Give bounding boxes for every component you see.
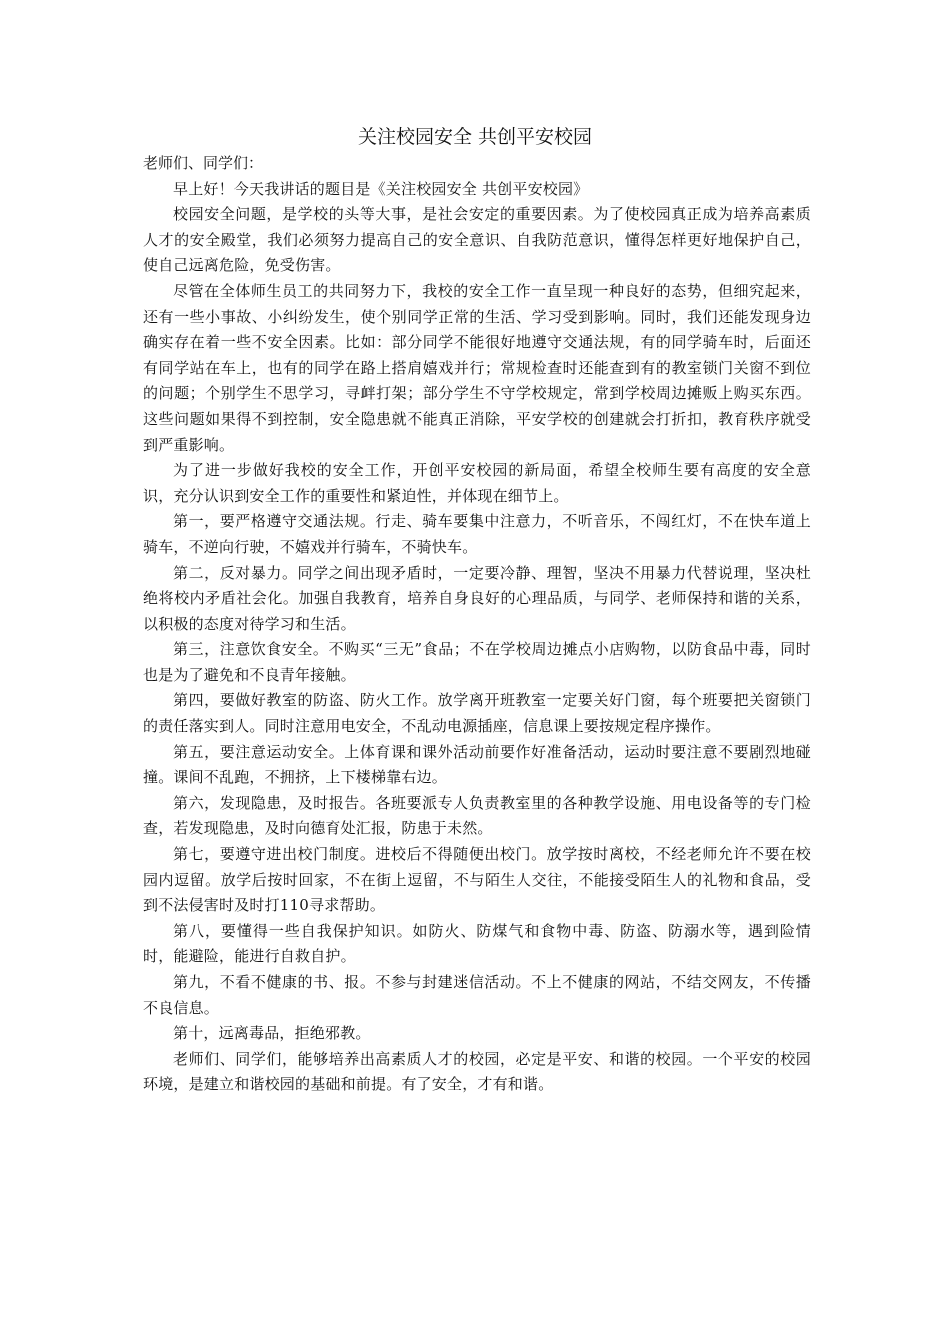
paragraph-importance: 校园安全问题，是学校的头等大事，是社会安定的重要因素。为了使校园真正成为培养高素质人才的安全殿堂，我们必须努力提高自己的安全意识、自我防范意识，懂得怎样更好地保护自己，使自己远离危险，免受伤害。 xyxy=(143,205,811,275)
document-page xyxy=(143,123,811,1098)
paragraph-rule-3: 第三，注意饮食安全。不购买“三无”食品；不在学校周边摊点小店购物，以防食品中毒，同时也是为了避免和不良青年接触。 xyxy=(143,640,811,684)
paragraph-call-to-action: 为了进一步做好我校的安全工作，开创平安校园的新局面，希望全校师生要有高度的安全意识，充分认识到安全工作的重要性和紧迫性，并体现在细节上。 xyxy=(143,461,811,505)
paragraph-rule-7: 第七，要遵守进出校门制度。进校后不得随便出校门。放学按时离校，不经老师允许不要在校园内逗留。放学后按时回家，不在街上逗留，不与陌生人交往，不能接受陌生人的礼物和食品，受到不法侵害时及时打110寻求帮助。 xyxy=(143,845,811,915)
document-title: 关注校园安全 共创平安校园 xyxy=(357,126,593,148)
paragraph-rule-9: 第九，不看不健康的书、报。不参与封建迷信活动。不上不健康的网站，不结交网友，不传播不良信息。 xyxy=(143,973,811,1017)
salutation: 老师们、同学们： xyxy=(143,154,264,172)
paragraph-current-issues: 尽管在全体师生员工的共同努力下，我校的安全工作一直呈现一种良好的态势，但细究起来，还有一些小事故、小纠纷发生，使个别同学正常的生活、学习受到影响。同时，我们还能发现身边确实存在着一些不安全因素。比如：部分同学不能很好地遵守交通法规，有的同学骑车时，后面还有同学站在车上，也有的同学在路上搭肩嬉戏并行；常规检查时还能查到有的教室锁门关窗不到位的问题；个别学生不思学习，寻衅打架；部分学生不守学校规定，常到学校周边摊贩上购买东西。这些问题如果得不到控制，安全隐患就不能真正消除，平安学校的创建就会打折扣，教育秩序就受到严重影响。 xyxy=(143,281,811,454)
paragraph-rule-4: 第四，要做好教室的防盗、防火工作。放学离开班教室一定要关好门窗，每个班要把关窗锁门的责任落实到人。同时注意用电安全，不乱动电源插座，信息课上要按规定程序操作。 xyxy=(143,691,811,736)
paragraph-rule-8: 第八，要懂得一些自我保护知识。如防火、防煤气和食物中毒、防盗、防溺水等，遇到险情时，能避险，能进行自救自护。 xyxy=(143,921,811,966)
paragraph-rule-1: 第一，要严格遵守交通法规。行走、骑车要集中注意力，不听音乐，不闯红灯，不在快车道上骑车，不逆向行驶，不嬉戏并行骑车，不骑快车。 xyxy=(143,512,811,556)
paragraph-rule-2: 第二，反对暴力。同学之间出现矛盾时，一定要冷静、理智，坚决不用暴力代替说理，坚决杜绝将校内矛盾社会化。加强自我教育，培养自身良好的心理品质，与同学、老师保持和谐的关系，以积极的态度对待学习和生活。 xyxy=(143,563,811,633)
paragraph-greeting: 早上好！今天我讲话的题目是《关注校园安全 共创平安校园》 xyxy=(173,179,589,198)
paragraph-rule-10: 第十，远离毒品，拒绝邪教。 xyxy=(173,1024,371,1043)
paragraph-rule-5: 第五，要注意运动安全。上体育课和课外活动前要作好准备活动，运动时要注意不要剧烈地碰撞。课间不乱跑，不拥挤，上下楼梯靠右边。 xyxy=(143,742,811,787)
paragraph-rule-6: 第六，发现隐患，及时报告。各班要派专人负责教室里的各种教学设施、用电设备等的专门检查，若发现隐患，及时向德育处汇报，防患于未然。 xyxy=(143,793,811,838)
paragraph-closing: 老师们、同学们，能够培养出高素质人才的校园，必定是平安、和谐的校园。一个平安的校园环境，是建立和谐校园的基础和前提。有了安全，才有和谐。 xyxy=(143,1049,811,1094)
